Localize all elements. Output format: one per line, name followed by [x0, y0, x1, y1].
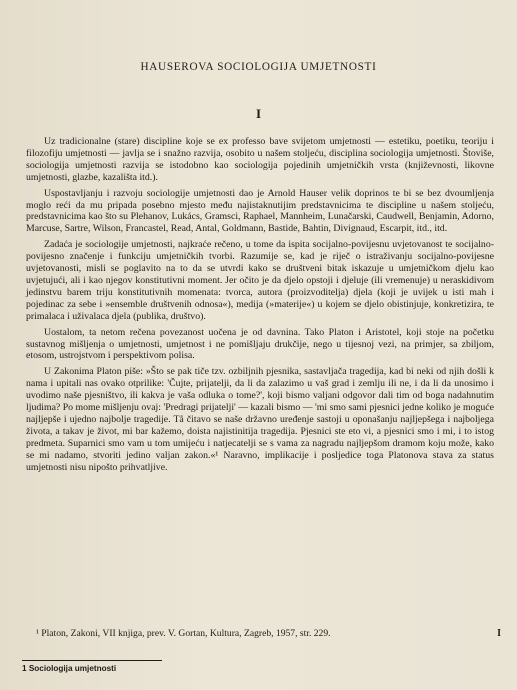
paragraph: Uz tradicionalne (stare) discipline koje se ex professo bave svijetom umjetnosti — estetiku, poetiku, teoriju i filozofiju umjetnosti — javlja se i snažno razvija, osobito u našem stoljeću, disciplina sociologija umjetnosti. Štoviše, sociologija umjetnosti razvija se istodobno kao sociologija pojedinih umjetničkih vrsta (književnosti, likovne umjetnosti, glazbe, kazališta itd.).	[26, 136, 494, 183]
paragraph: Uostalom, ta netom rečena povezanost uočena je od davnina. Tako Platon i Aristotel, koji stoje na početku sustavnog mišljenja o umjetnosti, umjetnost i ne pomišljaju drukčije, nego u tijesnoj vezi, na primjer, sa zbiljom, etosom, ustrojstvom i perspektivom polisa.	[26, 326, 494, 362]
paragraph: Zadaća je sociologije umjetnosti, najkraće rečeno, u tome da ispita socijalno-povijesnu uvjetovanost te socijalno-povijesno značenje i funkciju umjetničkih tvorbi. Razumije se, kad je riječ o istraživanju socijalno-povijesne uvjetovanosti, misli se poglavito na to da se utvrdi kako se društveni bitak iskazuje u umjetničkom djelu kao uvjetujući, ali i kao njegov konstitutivni moment. Jer očito je da djelo opstoji i djeluje (ili vremenuje) u neraskidivom jedinstvu barem triju konstitutivnih momenata: tvorca, autora (proizvoditelja) djela (koji je uvijek u isti mah i pojedinac za sebe i »ensemble društvenih odnosa«), medija (»materije«) u kojem se djelo obistinjuje, konkretizira, te primalaca i uživalaca djela (publika, društvo).	[26, 239, 494, 322]
signature-mark: 1 Sociologija umjetnosti	[22, 664, 117, 673]
footnote: ¹ Platon, Zakoni, VII knjiga, prev. V. Gortan, Kultura, Zagreb, 1957, str. 229.	[36, 628, 331, 639]
page-title: HAUSEROVA SOCIOLOGIJA UMJETNOSTI	[140, 61, 377, 73]
paragraph: U Zakonima Platon piše: »Što se pak tiče tzv. ozbiljnih pjesnika, sastavljača tragedija, kad bi neki od njih došli k nama i upitali nas ovako otprilike: 'Čujte, prijatelji, da li da zalazimo u vaš grad i zemlju ili ne, i da li da unosimo i uvodimo naše pjesništvo, ili kakva je vaša odluka o tome?', koji bismo valjani odgovor dali tim od boga nadahnutim ljudima? Po mome mišljenju ovaj: 'Predragi prijatelji' — kazali bismo — 'mi smo sami pjesnici jedne koliko je moguće najljepše i ujedno najbolje tragedije. Tå čitavo se naše državno uređenje sastoji u oponašanju najljepšega i najboljega života, a takav je život, mi bar kažemo, doista najistinitija tragedija. Pjesnici ste eto vi, a pjesnici smo i mi, i to istog predmeta. Suparnici smo vam u tom umijeću i natjecatelji se s vama za nagradu najljepšom dramom koju može, kako se mi nadamo, stvoriti jedino valjan zakon.«¹ Naravno, implikacije i posljedice toga Platonova stava za status umjetnosti nisu nipošto prihvatljive.	[26, 366, 494, 473]
paragraph: Uspostavljanju i razvoju sociologije umjetnosti dao je Arnold Hauser velik doprinos te bi se bez dvoumljenja moglo reći da mu pripada posebno mjesto među najistaknutijim predstavnicima te discipline u našem stoljeću, predstavnicima kao što su Plehanov, Lukács, Gramsci, Raphael, Mannheim, Lunačarski, Caudwell, Benjamin, Adorno, Marcuse, Sartre, Wilson, Francastel, Read, Antal, Goldmann, Bastide, Bahtin, Divignaud, Escarpit, itd., itd.	[26, 187, 494, 235]
section-number: I	[255, 106, 262, 121]
page-number: I	[497, 628, 501, 639]
divider	[22, 660, 162, 661]
body-text	[26, 136, 494, 473]
